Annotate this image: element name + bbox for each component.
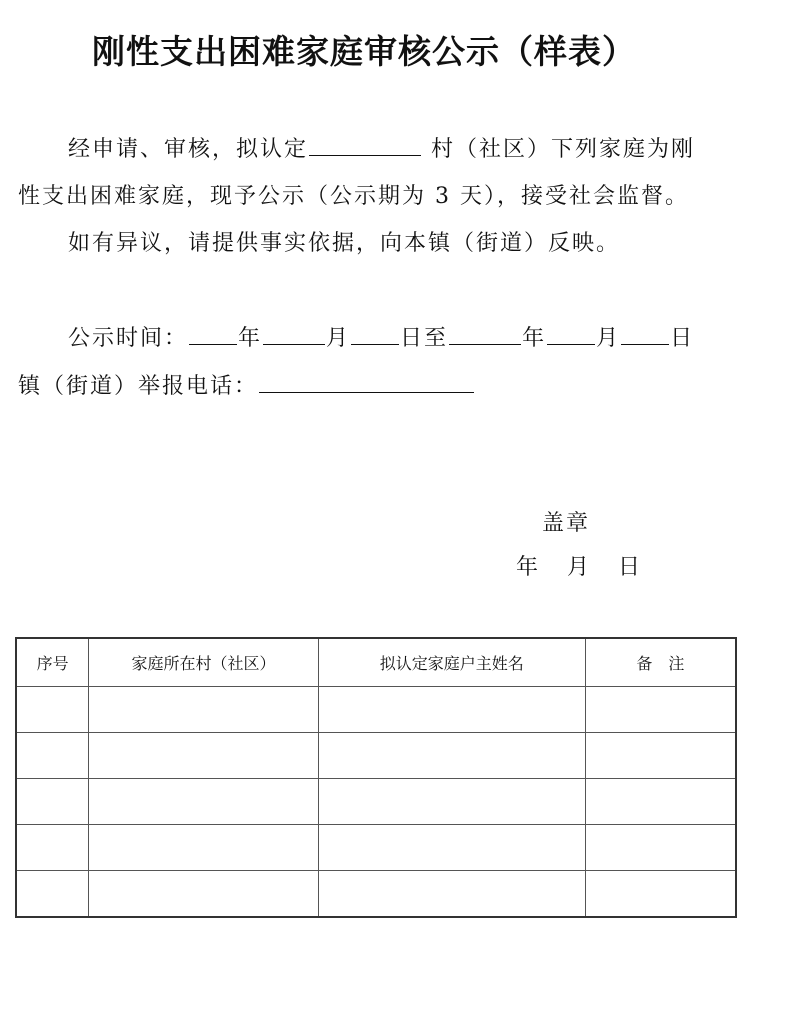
- cell-index[interactable]: [16, 779, 89, 825]
- cell-index[interactable]: [16, 825, 89, 871]
- table-row: [16, 687, 736, 733]
- day-to-label: 日至: [400, 326, 449, 351]
- cell-remarks[interactable]: [585, 733, 736, 779]
- cell-village[interactable]: [89, 733, 318, 779]
- notice-period-label: 公示时间：: [68, 326, 189, 351]
- cell-householder[interactable]: [318, 733, 585, 779]
- cell-remarks[interactable]: [585, 779, 736, 825]
- header-index: 序号: [16, 638, 89, 687]
- end-day-blank[interactable]: [621, 322, 669, 345]
- hotline-blank[interactable]: [259, 370, 474, 393]
- table-row: [16, 779, 736, 825]
- cell-remarks[interactable]: [585, 687, 736, 733]
- cell-index[interactable]: [16, 871, 89, 918]
- paragraph-2: 如有异议，请提供事实依据，向本镇（街道）反映。: [68, 231, 621, 256]
- month-label: 月: [326, 326, 351, 351]
- start-day-blank[interactable]: [351, 322, 399, 345]
- header-village: 家庭所在村（社区）: [89, 638, 318, 687]
- year-label: 年: [238, 326, 263, 351]
- cell-householder[interactable]: [318, 825, 585, 871]
- cell-index[interactable]: [16, 733, 89, 779]
- paragraph-1-line-2: 性支出困难家庭，现予公示（公示期为 3 天），接受社会监督。: [18, 184, 689, 209]
- cell-householder[interactable]: [318, 687, 585, 733]
- notice-period-line: [68, 322, 694, 354]
- cell-village[interactable]: [89, 825, 318, 871]
- header-householder: 拟认定家庭户主姓名: [318, 638, 585, 687]
- hotline-label: 镇（街道）举报电话：: [18, 374, 259, 399]
- cell-village[interactable]: [89, 871, 318, 918]
- cell-householder[interactable]: [318, 871, 585, 918]
- cell-village[interactable]: [89, 687, 318, 733]
- start-month-blank[interactable]: [263, 322, 325, 345]
- table-header-row: [16, 638, 736, 687]
- para1-prefix: 经申请、审核，拟认定: [68, 137, 309, 162]
- seal-label: 盖章: [542, 511, 591, 536]
- cell-index[interactable]: [16, 687, 89, 733]
- signature-date: 年 月 日: [516, 555, 642, 580]
- header-remarks: 备 注: [585, 638, 736, 687]
- cell-householder[interactable]: [318, 779, 585, 825]
- month2-label: 月: [596, 326, 621, 351]
- village-name-blank[interactable]: [309, 133, 421, 156]
- para1-suffix: 村（社区）下列家庭为刚: [422, 137, 696, 162]
- table-row: [16, 825, 736, 871]
- cell-village[interactable]: [89, 779, 318, 825]
- cell-remarks[interactable]: [585, 825, 736, 871]
- household-table: [15, 637, 737, 918]
- paragraph-1-line-1: [68, 133, 695, 165]
- end-month-blank[interactable]: [547, 322, 595, 345]
- start-year-blank[interactable]: [189, 322, 237, 345]
- table-row: [16, 871, 736, 918]
- table-row: [16, 733, 736, 779]
- year2-label: 年: [522, 326, 547, 351]
- hotline-line: [18, 370, 475, 402]
- cell-remarks[interactable]: [585, 871, 736, 918]
- page-title: 刚性支出困难家庭审核公示（样表）: [92, 32, 636, 71]
- end-year-blank[interactable]: [449, 322, 521, 345]
- day2-label: 日: [670, 326, 695, 351]
